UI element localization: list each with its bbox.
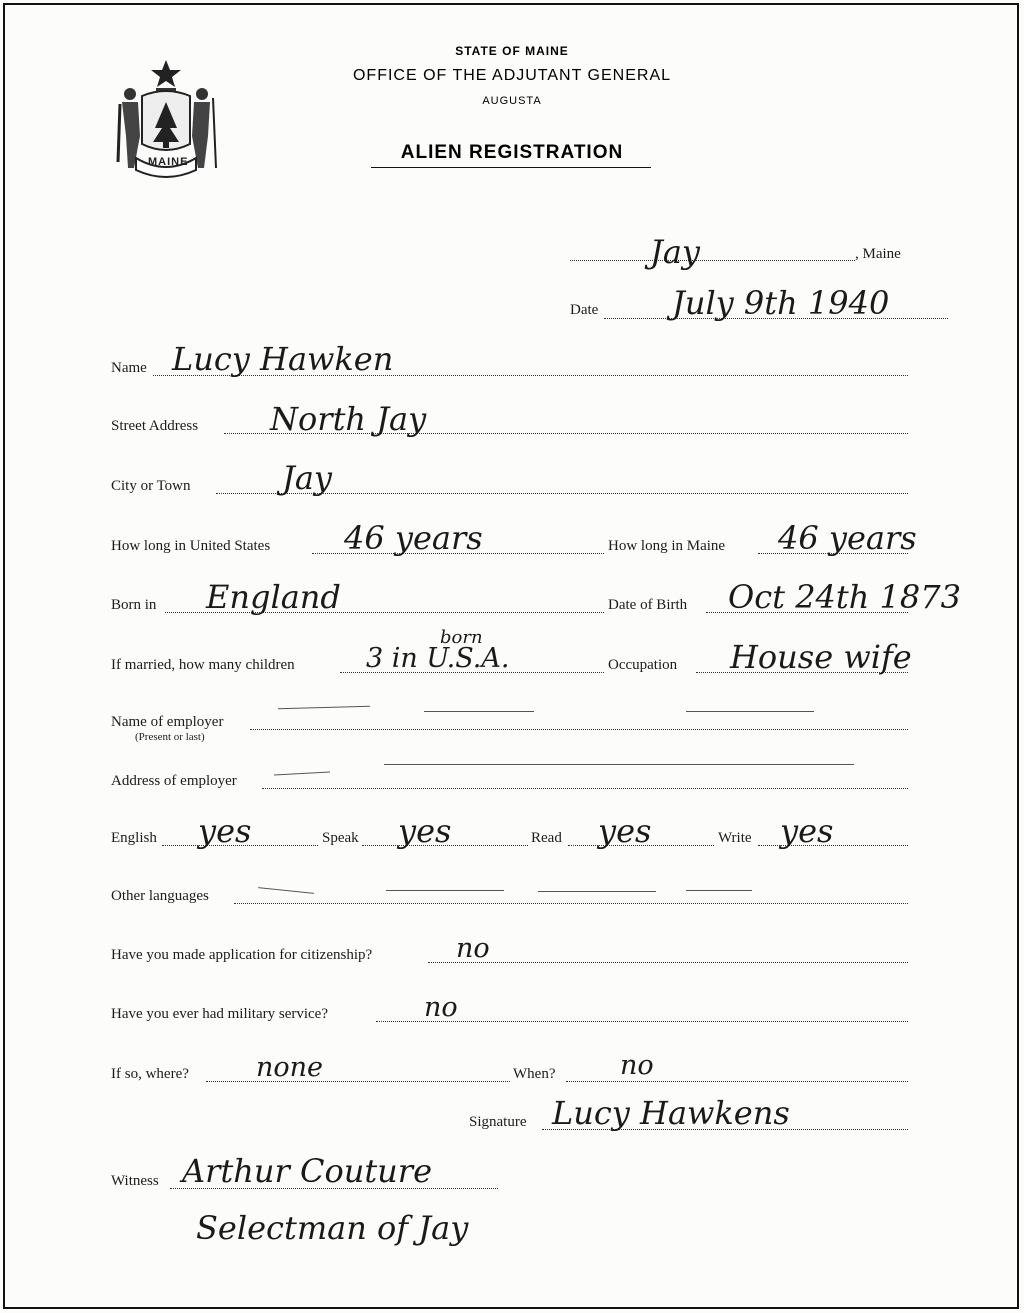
other-languages-dash-3 (538, 891, 656, 892)
military-label: Have you ever had military service? (111, 1006, 328, 1022)
children-note: born (440, 627, 483, 648)
occupation-value: House wife (730, 638, 912, 676)
when-label: When? (513, 1066, 556, 1082)
write-label: Write (718, 830, 752, 846)
other-languages-label: Other languages (111, 888, 209, 904)
employer-address-line (262, 788, 908, 789)
name-label: Name (111, 360, 147, 376)
occupation-label: Occupation (608, 657, 678, 673)
street-label: Street Address (111, 418, 199, 434)
signature-label: Signature (469, 1114, 527, 1130)
read-value: yes (598, 812, 652, 850)
employer-dash-2 (424, 711, 534, 712)
citizenship-label: Have you made application for citizenship? (111, 947, 373, 963)
city-town-label: City or Town (111, 478, 191, 494)
read-label: Read (531, 830, 562, 846)
children-value: 3 in U.S.A. (366, 643, 510, 674)
maine-label: , Maine (855, 246, 901, 262)
where-line (206, 1081, 510, 1082)
city-town-value: Jay (282, 459, 332, 497)
where-label: If so, where? (111, 1066, 189, 1082)
witness-label: Witness (111, 1173, 159, 1189)
witness-title: Selectman of Jay (196, 1209, 469, 1247)
military-value: no (424, 992, 458, 1023)
name-value: Lucy Hawken (172, 340, 394, 378)
english-value: yes (198, 812, 252, 850)
write-value: yes (780, 812, 834, 850)
town-value: Jay (650, 233, 700, 271)
employer-dash-3 (686, 711, 814, 712)
how-long-us-value: 46 years (344, 519, 483, 557)
born-in-value: England (206, 578, 341, 616)
dob-label: Date of Birth (608, 597, 688, 613)
other-languages-dash-4 (686, 890, 752, 891)
citizenship-line (428, 962, 908, 963)
how-long-maine-value: 46 years (778, 519, 917, 557)
date-label: Date (570, 302, 599, 318)
employer-address-label: Address of employer (111, 773, 237, 789)
born-in-label: Born in (111, 597, 157, 613)
english-label: English (111, 830, 157, 846)
witness-value: Arthur Couture (182, 1152, 433, 1190)
employer-address-dash-2 (384, 764, 854, 765)
where-value: none (256, 1052, 324, 1083)
city-heading: AUGUSTA (482, 95, 542, 107)
married-label: If married, how many children (111, 657, 295, 673)
state-heading: STATE OF MAINE (455, 44, 569, 58)
speak-value: yes (398, 812, 452, 850)
employer-label: Name of employer (111, 714, 224, 730)
employer-line (250, 729, 908, 730)
dob-value: Oct 24th 1873 (728, 578, 961, 616)
seal-lettering: MAINE (148, 156, 189, 168)
how-long-us-label: How long in United States (111, 538, 271, 554)
speak-label: Speak (322, 830, 359, 846)
when-value: no (620, 1050, 654, 1081)
date-value: July 9th 1940 (672, 284, 890, 322)
town-line (570, 260, 855, 261)
other-languages-dash-2 (386, 890, 504, 891)
when-line (566, 1081, 908, 1082)
other-languages-line (234, 903, 908, 904)
employer-note: (Present or last) (135, 731, 205, 743)
title-underline (371, 167, 651, 168)
form-title: ALIEN REGISTRATION (400, 142, 624, 163)
street-value: North Jay (270, 400, 427, 438)
citizenship-value: no (456, 933, 490, 964)
signature-value: Lucy Hawkens (552, 1094, 790, 1132)
how-long-maine-label: How long in Maine (608, 538, 726, 554)
office-heading: OFFICE OF THE ADJUTANT GENERAL (352, 67, 672, 84)
